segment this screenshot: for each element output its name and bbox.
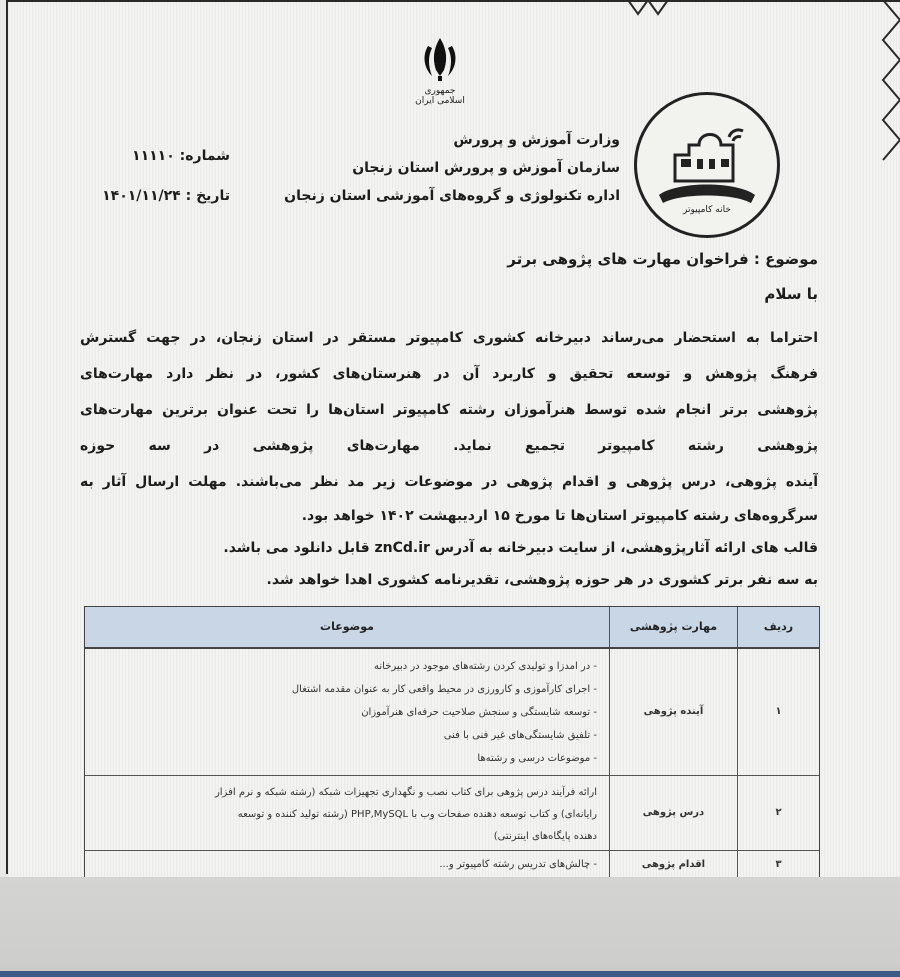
row-num: ۳ [737, 851, 819, 882]
topic-item: ارائه فرآیند درس پژوهی برای کتاب نصب و نگهداری تجهیزات شبکه (رشته شبکه و نرم افزار [214, 787, 597, 798]
award-line: به سه نفر برتر کشوری در هر حوزه پژوهشی، تقدیرنامه کشوری اهدا خواهد شد. [266, 572, 818, 588]
department-title: اداره تکنولوژی و گروه‌های آموزشی استان زنجان [284, 188, 620, 204]
row-num: ۱ [737, 649, 819, 775]
download-line: قالب های ارائه آثارپژوهشی، از سایت دبیرخانه به آدرس znCd.ir قابل دانلود می باشد. [223, 540, 818, 556]
row-skill: اقدام پژوهی [609, 851, 737, 882]
row-skill: آینده پژوهی [609, 649, 737, 775]
ministry-title: وزارت آموزش و پرورش [453, 132, 620, 148]
body-line: پژوهشی رشته کامپیوتر تجمیع نماید. مهارت‌های پژوهشی در سه حوزه [80, 438, 818, 454]
table-row [85, 649, 819, 776]
letter-number: شماره: ۱۱۱۱۰ [132, 148, 230, 164]
body-line: احتراما به استحضار می‌رساند دبیرخانه کشوری کامپیوتر مستقر در استان زنجان، در جهت گسترش [80, 330, 818, 346]
body-line: سرگروه‌های رشته کامپیوتر استان‌ها تا مورخ ۱۵ اردیبهشت ۱۴۰۲ خواهد بود. [301, 508, 818, 524]
row-skill: درس پژوهی [609, 776, 737, 850]
organization-title: سازمان آموزش و پرورش استان زنجان [352, 160, 620, 176]
table-header-row [85, 607, 819, 649]
topic-item: دهنده پایگاه‌های اینترنتی) [493, 831, 597, 842]
row-topics [85, 649, 609, 775]
body-line: پژوهشی برتر انجام شده توسط هنرآموزان رشته کامپیوتر استان‌ها را تحت عنوان برترین مهارت‌های [80, 402, 818, 418]
header-skill: مهارت پژوهشی [609, 607, 737, 647]
topic-item: رایانه‌ای) و کتاب توسعه دهنده صفحات وب با PHP,MySQL (رشته تولید کننده و توسعه [237, 809, 597, 820]
table-row [85, 776, 819, 851]
row-num: ۲ [737, 776, 819, 850]
computer-house-logo [634, 92, 780, 238]
letter-body [80, 320, 818, 596]
letter-meta [80, 136, 230, 216]
research-skills-table [84, 606, 820, 882]
letter-date: تاریخ : ۱۴۰۱/۱۱/۲۴ [102, 188, 230, 204]
header-topics: موضوعات [320, 620, 374, 633]
row-topics [85, 776, 609, 850]
emblem-caption: جمهوری اسلامی ایران [415, 86, 465, 106]
topic-item: - موضوعات درسی و رشته‌ها [477, 753, 597, 764]
header-num: ردیف [737, 607, 819, 647]
emblem-icon [418, 34, 462, 82]
body-line: فرهنگ پژوهش و توسعه تحقیق و کاربرد آن در هنرستان‌های کشور، در نظر دارد مهارت‌های [80, 366, 818, 382]
national-emblem [410, 34, 470, 106]
body-line: آینده پژوهی، درس پژوهی و اقدام پژوهی در موضوعات زیر مد نظر می‌باشند. مهلت ارسال آثار به [80, 474, 818, 490]
row-topics: - چالش‌های تدریس رشته کامپیوتر و... [439, 859, 597, 870]
letter-greeting: با سلام [764, 285, 818, 303]
topic-item: - اجرای کارآموزی و کارورزی در محیط واقعی کار به عنوان مقدمه اشتغال [291, 684, 597, 695]
logo-caption: خانه کامپیوتر [683, 205, 731, 215]
topic-item: - تلفیق شایستگی‌های غیر فنی با فنی [443, 730, 597, 741]
topic-item: - در امدزا و تولیدی کردن رشته‌های موجود در دبیرخانه [374, 661, 597, 672]
letter-subject: موضوع : فراخوان مهارت های پژوهی برتر [507, 250, 818, 268]
taskbar-edge [0, 971, 900, 977]
topic-item: - توسعه شایستگی و سنجش صلاحیت حرفه‌ای هنرآموزان [361, 707, 597, 718]
letterhead [250, 126, 620, 210]
monitor-bezel [0, 877, 900, 977]
